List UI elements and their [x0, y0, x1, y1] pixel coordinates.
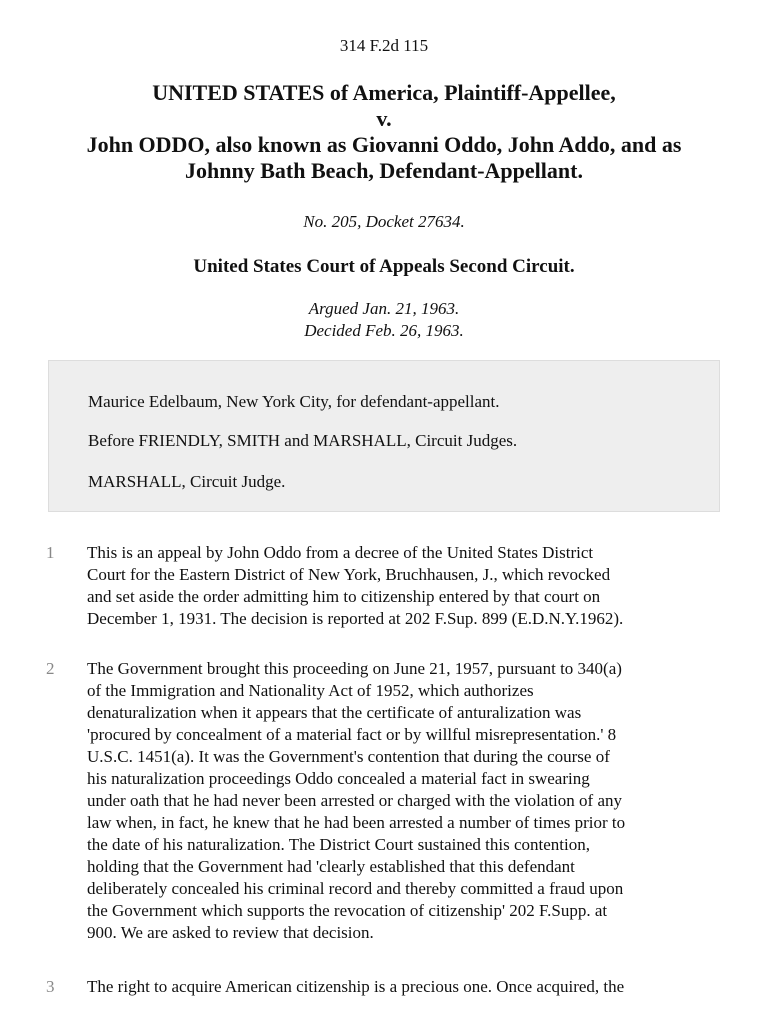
docket-number: No. 205, Docket 27634. — [303, 212, 465, 231]
decided-date: Decided Feb. 26, 1963. — [304, 321, 464, 340]
caption-defendant-line-2: Johnny Bath Beach, Defendant-Appellant. — [185, 158, 583, 183]
paragraph-line: December 1, 1931. The decision is reported at 202 F.Sup. 899 (E.D.N.Y.1962). — [87, 609, 624, 628]
paragraph-text — [87, 976, 737, 998]
paragraph-text — [87, 658, 737, 944]
paragraph-line: deliberately concealed his criminal record and thereby committed a fraud upon — [87, 879, 624, 898]
argued-date: Argued Jan. 21, 1963. — [308, 299, 460, 318]
paragraph-number: 3 — [46, 977, 55, 996]
paragraph-line: The right to acquire American citizenship is a precious one. Once acquired, the — [87, 977, 625, 996]
caption-versus: v. — [376, 106, 392, 131]
court-name: United States Court of Appeals Second Circuit. — [193, 256, 575, 277]
panel-line: Before FRIENDLY, SMITH and MARSHALL, Circuit Judges. — [88, 431, 518, 450]
paragraph-line: U.S.C. 1451(a). It was the Government's contention that during the course of — [87, 747, 610, 766]
paragraph-line: under oath that he had never been arrested or charged with the violation of any — [87, 791, 622, 810]
author-line: MARSHALL, Circuit Judge. — [88, 472, 286, 491]
paragraph-number: 1 — [46, 543, 55, 562]
paragraph-line: his naturalization proceedings Oddo concealed a material fact in swearing — [87, 769, 590, 788]
paragraph-line: 'procured by concealment of a material fact or by willful misrepresentation.' 8 — [87, 725, 617, 744]
counsel-line: Maurice Edelbaum, New York City, for defendant-appellant. — [88, 392, 500, 411]
paragraph-line: and set aside the order admitting him to citizenship entered by that court on — [87, 587, 601, 606]
paragraph-line: the Government which supports the revocation of citizenship' 202 F.Supp. at — [87, 901, 608, 920]
paragraph-line: This is an appeal by John Oddo from a decree of the United States District — [87, 543, 594, 562]
caption-defendant-line-1: John ODDO, also known as Giovanni Oddo, John Addo, and as — [86, 132, 682, 157]
paragraph-line: law when, in fact, he knew that he had been arrested a number of times prior to — [87, 813, 626, 832]
case-citation: 314 F.2d 115 — [339, 36, 429, 55]
counsel-panel-box — [48, 360, 720, 512]
paragraph-text — [87, 542, 737, 630]
paragraph-number: 2 — [46, 659, 55, 678]
paragraph-line: 900. We are asked to review that decision. — [87, 923, 374, 942]
paragraph-line: of the Immigration and Nationality Act of 1952, which authorizes — [87, 681, 534, 700]
paragraph-line: The Government brought this proceeding on June 21, 1957, pursuant to 340(a) — [87, 659, 622, 678]
case-dates — [0, 298, 768, 342]
paragraph-line: denaturalization when it appears that the certificate of anturalization was — [87, 703, 582, 722]
case-caption — [0, 80, 768, 184]
paragraph-line: holding that the Government had 'clearly established that this defendant — [87, 857, 575, 876]
caption-plaintiff: UNITED STATES of America, Plaintiff-Appellee, — [152, 80, 616, 105]
paragraph-line: Court for the Eastern District of New York, Bruchhausen, J., which revocked — [87, 565, 611, 584]
paragraph-line: the date of his naturalization. The District Court sustained this contention, — [87, 835, 590, 854]
